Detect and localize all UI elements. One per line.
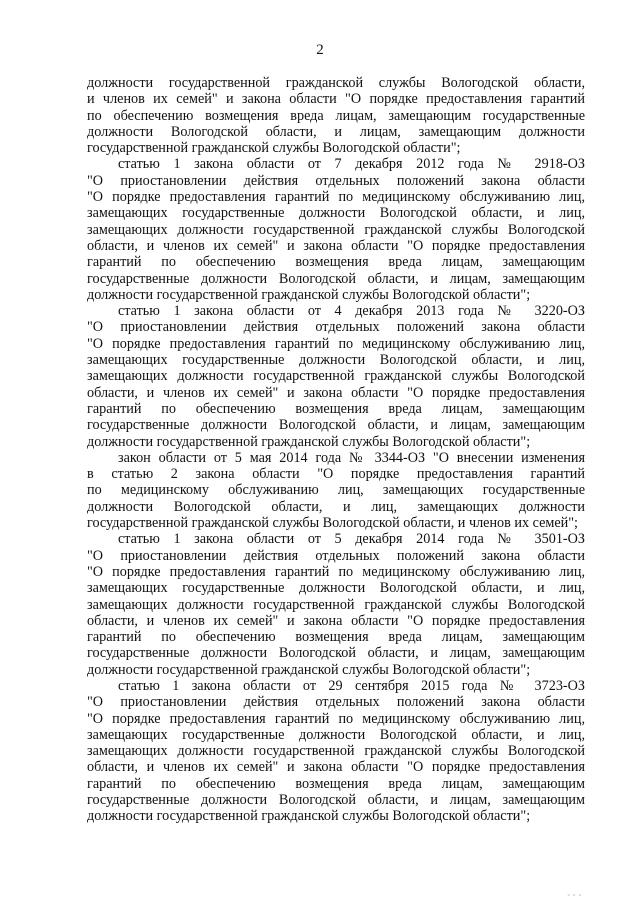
text-line: гарантий по обеспечению возмещения вреда лицам, замещающим [87, 629, 585, 646]
text-line: области, и членов их семей" и закона области "О порядке предоставления [87, 384, 585, 401]
text-line: статью 1 закона области от 7 декабря 2012 года № 2918-ОЗ [118, 156, 585, 173]
text-line: замещающих должности государственной гражданской службы Вологодской [87, 368, 585, 385]
text-line: "О порядке предоставления гарантий по медицинскому обслуживанию лиц, [87, 335, 585, 352]
text-line: государственные должности Вологодской области, и лицам, замещающим [87, 645, 585, 662]
paragraph [87, 450, 585, 531]
text-line: замещающих должности государственной гражданской службы Вологодской [87, 596, 585, 613]
text-line: области, и членов их семей" и закона области "О порядке предоставления [87, 237, 585, 254]
text-line: должности Вологодской области, и лицам, замещающим должности [87, 123, 585, 140]
text-line: гарантий по обеспечению возмещения вреда лицам, замещающим [87, 400, 585, 417]
paragraph [87, 303, 585, 450]
text-line: должности Вологодской области, и лиц, замещающих должности [87, 498, 585, 515]
text-line: замещающих государственные должности Вологодской области, и лиц, [87, 205, 585, 222]
text-line: "О приостановлении действия отдельных положений закона области [87, 172, 585, 189]
page-number: 2 [316, 42, 324, 58]
text-line: закон области от 5 мая 2014 года № 3344-ОЗ "О внесении изменения [118, 449, 585, 466]
text-line: замещающих должности государственной гражданской службы Вологодской [87, 221, 585, 238]
text-line: должности государственной гражданской службы Вологодской области"; [87, 433, 531, 450]
text-line: государственные должности Вологодской области, и лицам, замещающим [87, 270, 585, 287]
text-line: статью 1 закона области от 29 сентября 2015 года № 3723-ОЗ [118, 677, 585, 694]
text-line: замещающих государственные должности Вологодской области, и лиц, [87, 726, 585, 743]
text-line: гарантий по обеспечению возмещения вреда лицам, замещающим [87, 775, 585, 792]
text-line: государственные должности Вологодской области, и лицам, замещающим [87, 792, 585, 809]
text-line: замещающих должности государственной гражданской службы Вологодской [87, 743, 585, 760]
text-line: и членов их семей" и закона области "О порядке предоставления гарантий [87, 91, 585, 108]
text-line: "О порядке предоставления гарантий по медицинскому обслуживанию лиц, [87, 189, 585, 206]
text-line: области, и членов их семей" и закона области "О порядке предоставления [87, 612, 585, 629]
text-line: замещающих государственные должности Вологодской области, и лиц, [87, 580, 585, 597]
text-line: "О приостановлении действия отдельных положений закона области [87, 547, 585, 564]
text-line: статью 1 закона области от 4 декабря 2013 года № 3220-ОЗ [118, 303, 585, 320]
paragraph [87, 531, 585, 678]
text-line: по обеспечению возмещения вреда лицам, замещающим государственные [87, 107, 585, 124]
paragraph [87, 75, 585, 156]
text-line: должности государственной гражданской службы Вологодской области"; [87, 808, 531, 825]
text-line: должности государственной гражданской службы Вологодской области"; [87, 286, 531, 303]
text-line: "О порядке предоставления гарантий по медицинскому обслуживанию лиц, [87, 710, 585, 727]
scan-mark: ▫ ▫ ▫ [567, 893, 582, 899]
text-line: должности государственной гражданской службы Вологодской области"; [87, 661, 531, 678]
text-line: по медицинскому обслуживанию лиц, замещающих государственные [87, 482, 585, 499]
text-line: государственной гражданской службы Вологодской области"; [87, 140, 461, 157]
text-line: "О приостановлении действия отдельных положений закона области [87, 319, 585, 336]
text-line: должности государственной гражданской службы Вологодской области, [87, 75, 585, 91]
document-body [87, 75, 585, 825]
text-line: государственной гражданской службы Вологодской области, и членов их семей"; [87, 515, 578, 532]
text-line: гарантий по обеспечению возмещения вреда лицам, замещающим [87, 254, 585, 271]
text-line: в статью 2 закона области "О порядке предоставления гарантий [87, 466, 585, 483]
text-line: "О порядке предоставления гарантий по медицинскому обслуживанию лиц, [87, 563, 585, 580]
text-line: замещающих государственные должности Вологодской области, и лиц, [87, 352, 585, 369]
text-line: области, и членов их семей" и закона области "О порядке предоставления [87, 759, 585, 776]
paragraph [87, 156, 585, 303]
text-line: государственные должности Вологодской области, и лицам, замещающим [87, 417, 585, 434]
text-line: статью 1 закона области от 5 декабря 2014 года № 3501-ОЗ [118, 531, 585, 548]
text-line: "О приостановлении действия отдельных положений закона области [87, 694, 585, 711]
paragraph [87, 678, 585, 825]
